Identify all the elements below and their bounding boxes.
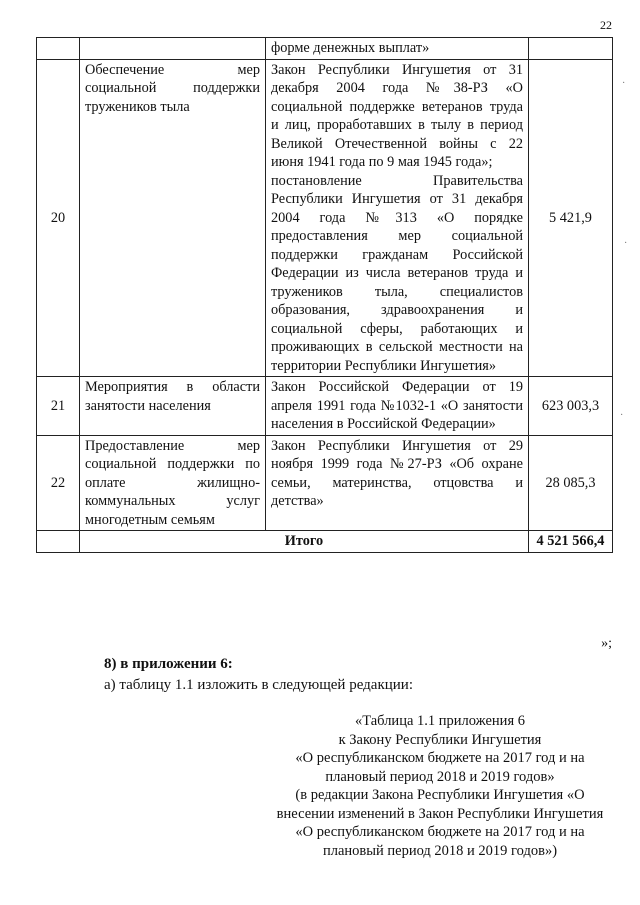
scan-mark: ·: [620, 410, 624, 421]
cell-empty: [37, 38, 80, 60]
budget-table: [36, 37, 613, 553]
row-basis: Закон Республики Ингушетия от 29 ноября 1999 года №27-РЗ «Об охране семьи, материнства, отцовства и детства»: [266, 435, 529, 531]
continuation-text: форме денежных выплат»: [266, 38, 529, 60]
row-name: Предоставление мер социальной поддержки по оплате жилищно-коммунальных услуг многодетным семьям: [80, 435, 266, 531]
total-label: Итого: [80, 531, 529, 553]
row-name: Обеспечение мер социальной поддержки тружеников тыла: [80, 59, 266, 377]
row-amount: 28 085,3: [529, 435, 613, 531]
table-row-continuation: [37, 38, 613, 60]
table-row: [37, 435, 613, 531]
scan-mark: ·: [622, 78, 626, 89]
row-name: Мероприятия в области занятости населения: [80, 377, 266, 436]
row-basis: Закон Республики Ингушетия от 31 декабря 2004 года №38-РЗ «О социальной поддержке ветеранов труда и лиц, проработавших в тылу в период Великой Отечественной войны с 22 июня 1941 года по 9 мая 1945 года»; постановление Правительства Республики Ингушетия от 31 декабря 2004 года №313 «О порядке предоставления мер социальной поддержки гражданам Российской Федерации из числа ветеранов труда и тружеников тыла, специалистов образования, здравоохранения и социальной сферы, работающих и проживающих в сельской местности на территории Республики Ингушетия»: [266, 59, 529, 377]
row-number: 20: [37, 59, 80, 377]
table-row: [37, 377, 613, 436]
row-amount: 623 003,3: [529, 377, 613, 436]
table-row: [37, 59, 613, 377]
row-amount: 5 421,9: [529, 59, 613, 377]
scan-mark: ·: [624, 238, 628, 249]
cell-empty: [529, 38, 613, 60]
cell-empty: [80, 38, 266, 60]
section-heading: 8) в приложении 6:: [104, 656, 233, 672]
row-number: 21: [37, 377, 80, 436]
row-basis: Закон Российской Федерации от 19 апреля 1991 года №1032-1 «О занятости населения в Российской Федерации»: [266, 377, 529, 436]
closing-quote: »;: [601, 636, 612, 651]
subsection-text: а) таблицу 1.1 изложить в следующей редакции:: [104, 677, 413, 693]
cell-empty: [37, 531, 80, 553]
row-number: 22: [37, 435, 80, 531]
total-value: 4 521 566,4: [529, 531, 613, 553]
table-total-row: [37, 531, 613, 553]
page-number: 22: [600, 18, 612, 32]
table-caption: «Таблица 1.1 приложения 6 к Закону Республики Ингушетия «О республиканском бюджете на 2017 год и на плановый период 2018 и 2019 годов» (в редакции Закона Республики Ингушетия «О внесении изменений в Закон Республики Ингушетия «О республиканском бюджете на 2017 год и на плановый период 2018 и 2019 годов»): [276, 713, 604, 859]
